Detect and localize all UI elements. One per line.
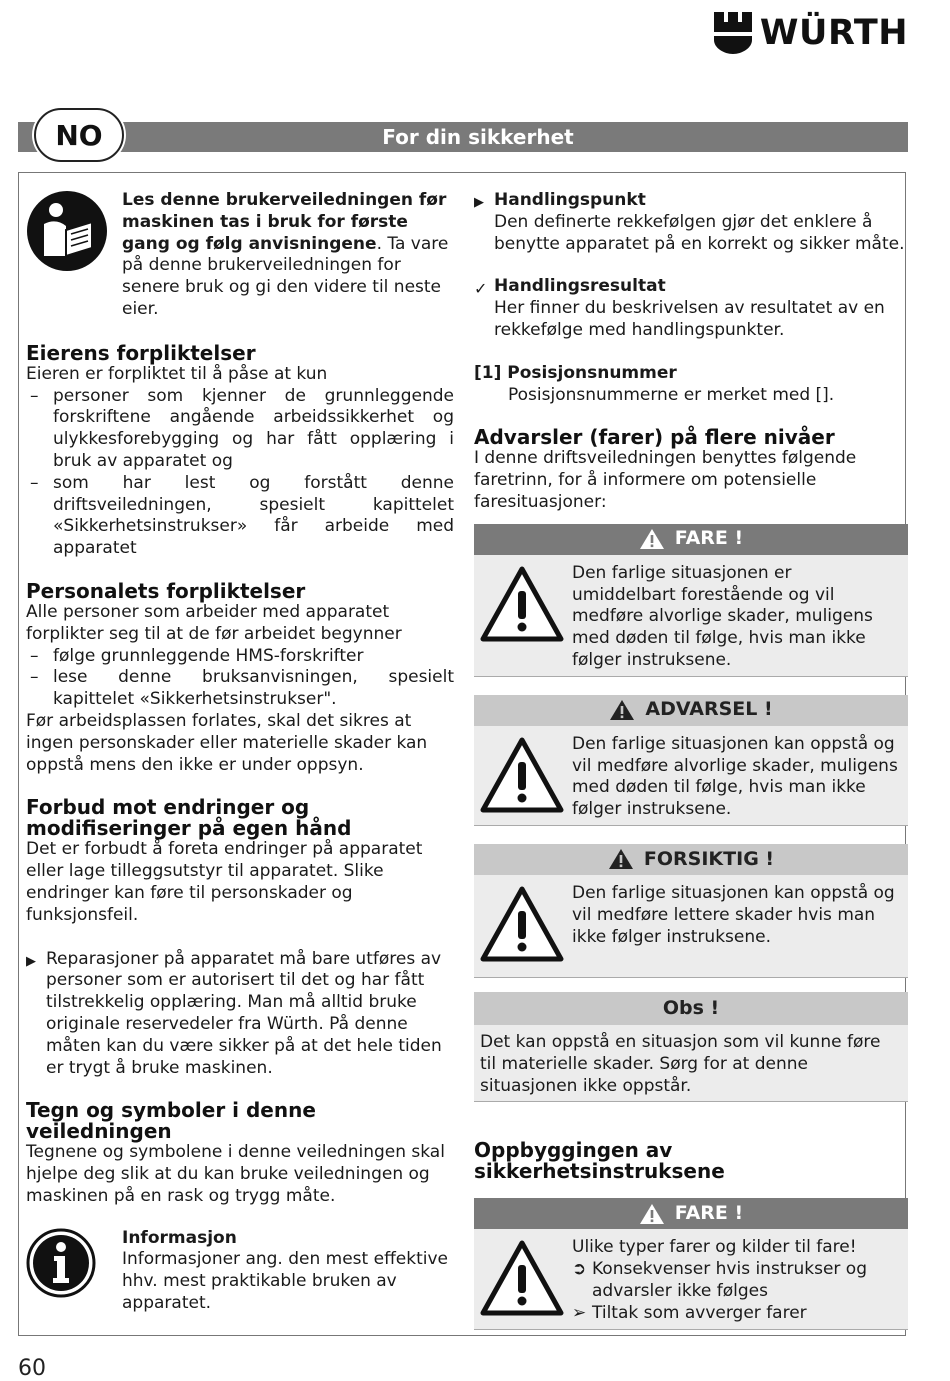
wurth-logo-icon [714, 12, 752, 54]
chevron-right-icon: ➢ [572, 1302, 587, 1323]
brand-logo [714, 12, 908, 54]
signs-heading: Tegn og symboler i denne veiledningen [26, 1098, 316, 1144]
info-text: Informasjoner ang. den mest effektive hhv. mest praktikable bruken av apparatet. [122, 1249, 448, 1314]
structure-heading: Oppbyggingen av sikkerhetsinstruksene [474, 1138, 725, 1184]
warning-text: Den farlige situasjonen er umiddelbart forestående og vil medføre alvorlige skader, muligens med døden til følge, hvis man ikke følger instruksene. [572, 562, 873, 670]
owner-heading: Eierens forpliktelser [26, 340, 256, 365]
warning-label: ADVARSEL ! [645, 698, 773, 721]
structure-line-3: Tiltak som avverger farer [592, 1302, 807, 1323]
intro-rest-text: . Ta vare på denne brukerveiledningen for senere bruk og gi den videre til neste eier. [122, 233, 449, 319]
levels-text: I denne driftsveiledningen benyttes følgende faretrinn, for å informere om potensielle faresituasjoner: [474, 448, 857, 512]
position-label: [1] [474, 362, 502, 383]
left-column [26, 190, 454, 1315]
language-badge [34, 108, 124, 162]
brand-name: WÜRTH [759, 13, 908, 53]
warning-body [474, 555, 908, 677]
position-title: Posisjonsnummer [507, 362, 677, 383]
section-title-bar [18, 122, 908, 152]
warning-body [474, 726, 908, 826]
notice-obs [474, 992, 908, 1102]
list-item: – lese denne bruksanvisningen, spesielt kapittelet «Sikkerhetsinstrukser". [30, 667, 454, 710]
action-arrow-icon: ▶ [26, 953, 36, 969]
modification-heading: Forbud mot endringer og modifiseringer på egen hånd [26, 795, 352, 841]
warning-body [474, 1229, 908, 1329]
intro-block [26, 190, 454, 321]
info-title: Informasjon [122, 1227, 237, 1248]
warning-triangle-icon [480, 885, 564, 963]
position-block [474, 363, 908, 407]
warning-triangle-icon [480, 736, 564, 814]
warning-triangle-icon [480, 1239, 564, 1317]
warning-header [474, 844, 908, 875]
warning-advarsel [474, 695, 908, 826]
warning-structure [474, 1198, 908, 1329]
result-text: Her finner du beskrivelsen av resultatet av en rekkefølge med handlingspunkter. [494, 298, 885, 340]
info-icon [26, 1228, 96, 1298]
intro-bold-text: Les denne brukerveiledningen før maskinen tas i bruk for første gang og følg anvisningene [122, 190, 447, 254]
warning-forsiktig [474, 844, 908, 978]
list-item [474, 276, 908, 341]
owner-item-2: som har lest og forstått denne driftsveiledningen, spesielt kapittelet «Sikkerhetsinstrukser» får arbeide med apparatet [53, 472, 454, 559]
page-number: 60 [18, 1356, 46, 1381]
warning-triangle-icon [609, 699, 635, 721]
staff-item-1: følge grunnleggende HMS-forskrifter [53, 645, 364, 666]
signs-text: Tegnene og symbolene i denne veiledningen skal hjelpe deg slik at du kan bruke veiledningen og maskinen på en rask og trygg måte. [26, 1142, 445, 1206]
info-block [26, 1228, 454, 1315]
notice-label: Obs ! [662, 996, 720, 1019]
list-item: – følge grunnleggende HMS-forskrifter [26, 646, 454, 668]
staff-lead: Alle personer som arbeider med apparatet forplikter seg til at de før arbeidet begynner [26, 601, 402, 644]
owner-item-1: personer som kjenner de grunnleggende forskriftene angående arbeidssikkerhet og ulykkesforebygging og har fått opplæring i bruk av apparatet og [53, 385, 454, 471]
list-item [26, 949, 454, 1080]
check-icon: ✓ [474, 279, 488, 299]
warning-header [474, 1198, 908, 1229]
position-text: Posisjonsnummerne er merket med []. [508, 384, 835, 405]
notice-body [474, 1025, 908, 1102]
notice-header [474, 992, 908, 1025]
staff-item-2: lese denne bruksanvisningen, spesielt kapittelet «Sikkerhetsinstrukser". [53, 667, 454, 710]
warning-triangle-icon [480, 565, 564, 643]
owner-lead: Eieren er forpliktet til å påse at kun [26, 363, 328, 384]
intro-text [122, 190, 454, 321]
action-arrow-icon: ▶ [474, 195, 484, 210]
warning-header [474, 695, 908, 726]
warning-danger [474, 524, 908, 677]
modification-text: Det er forbudt å foreta endringer på apparatet eller lage tilleggsutstyr til apparatet. Slike endringer kan føre til personskader og funksjonsfeil. [26, 839, 423, 925]
warning-triangle-icon [639, 1203, 665, 1225]
arrow-right-icon: ➲ [572, 1259, 587, 1280]
structure-line-1: Ulike typer farer og kilder til fare! [572, 1237, 857, 1258]
read-manual-icon [26, 190, 108, 272]
structure-line-2: Konsekvenser hvis instrukser og advarsler ikke følges [592, 1259, 867, 1301]
warning-text: Den farlige situasjonen kan oppstå og vil medføre lettere skader hvis man ikke følger instruksene. [572, 882, 895, 947]
modification-step: Reparasjoner på apparatet må bare utføres av personer som er autorisert til det og har fått tilstrekkelig opplæring. Man må alltid bruke originale reservedeler fra Würth. På denne måten kan du være sikker på at det hele tiden er trygt å bruke maskinen. [46, 948, 442, 1078]
warning-label: FARE ! [674, 527, 744, 550]
levels-heading: Advarsler (farer) på flere nivåer [474, 425, 835, 450]
warning-label: FORSIKTIG ! [643, 847, 775, 870]
staff-heading: Personalets forpliktelser [26, 578, 306, 603]
warning-triangle-icon [608, 848, 634, 870]
result-title: Handlingsresultat [494, 276, 666, 297]
page-title: For din sikkerhet [382, 125, 574, 149]
warning-text: Den farlige situasjonen kan oppstå og vil medføre alvorlige skader, muligens med døden til følge, hvis man ikke følger instruksene. [572, 733, 898, 820]
warning-body [474, 875, 908, 978]
warning-header [474, 524, 908, 555]
list-item: – personer som kjenner de grunnleggende forskriftene angående arbeidssikkerhet og ulykkesforebygging og har fått opplæring i bruk av apparatet og [30, 385, 454, 471]
action-title: Handlingspunkt [494, 190, 646, 210]
right-column [474, 190, 908, 1330]
action-text: Den definerte rekkefølgen gjør det enklere å benytte apparatet på en korrekt og sikker måte. [494, 211, 905, 254]
language-code: NO [55, 118, 103, 152]
staff-tail: Før arbeidsplassen forlates, skal det sikres at ingen personskader eller materielle skader kan oppstå mens den ikke er under oppsyn. [26, 710, 428, 775]
warning-label: FARE ! [674, 1201, 744, 1224]
notice-text: Det kan oppstå en situasjon som vil kunne føre til materielle skader. Sørg for at denne situasjonen ikke oppstår. [480, 1031, 881, 1096]
list-item [474, 190, 908, 255]
warning-triangle-icon [639, 528, 665, 550]
list-item: – som har lest og forstått denne driftsveiledningen, spesielt kapittelet «Sikkerhetsinstrukser» får arbeide med apparatet [30, 472, 454, 559]
